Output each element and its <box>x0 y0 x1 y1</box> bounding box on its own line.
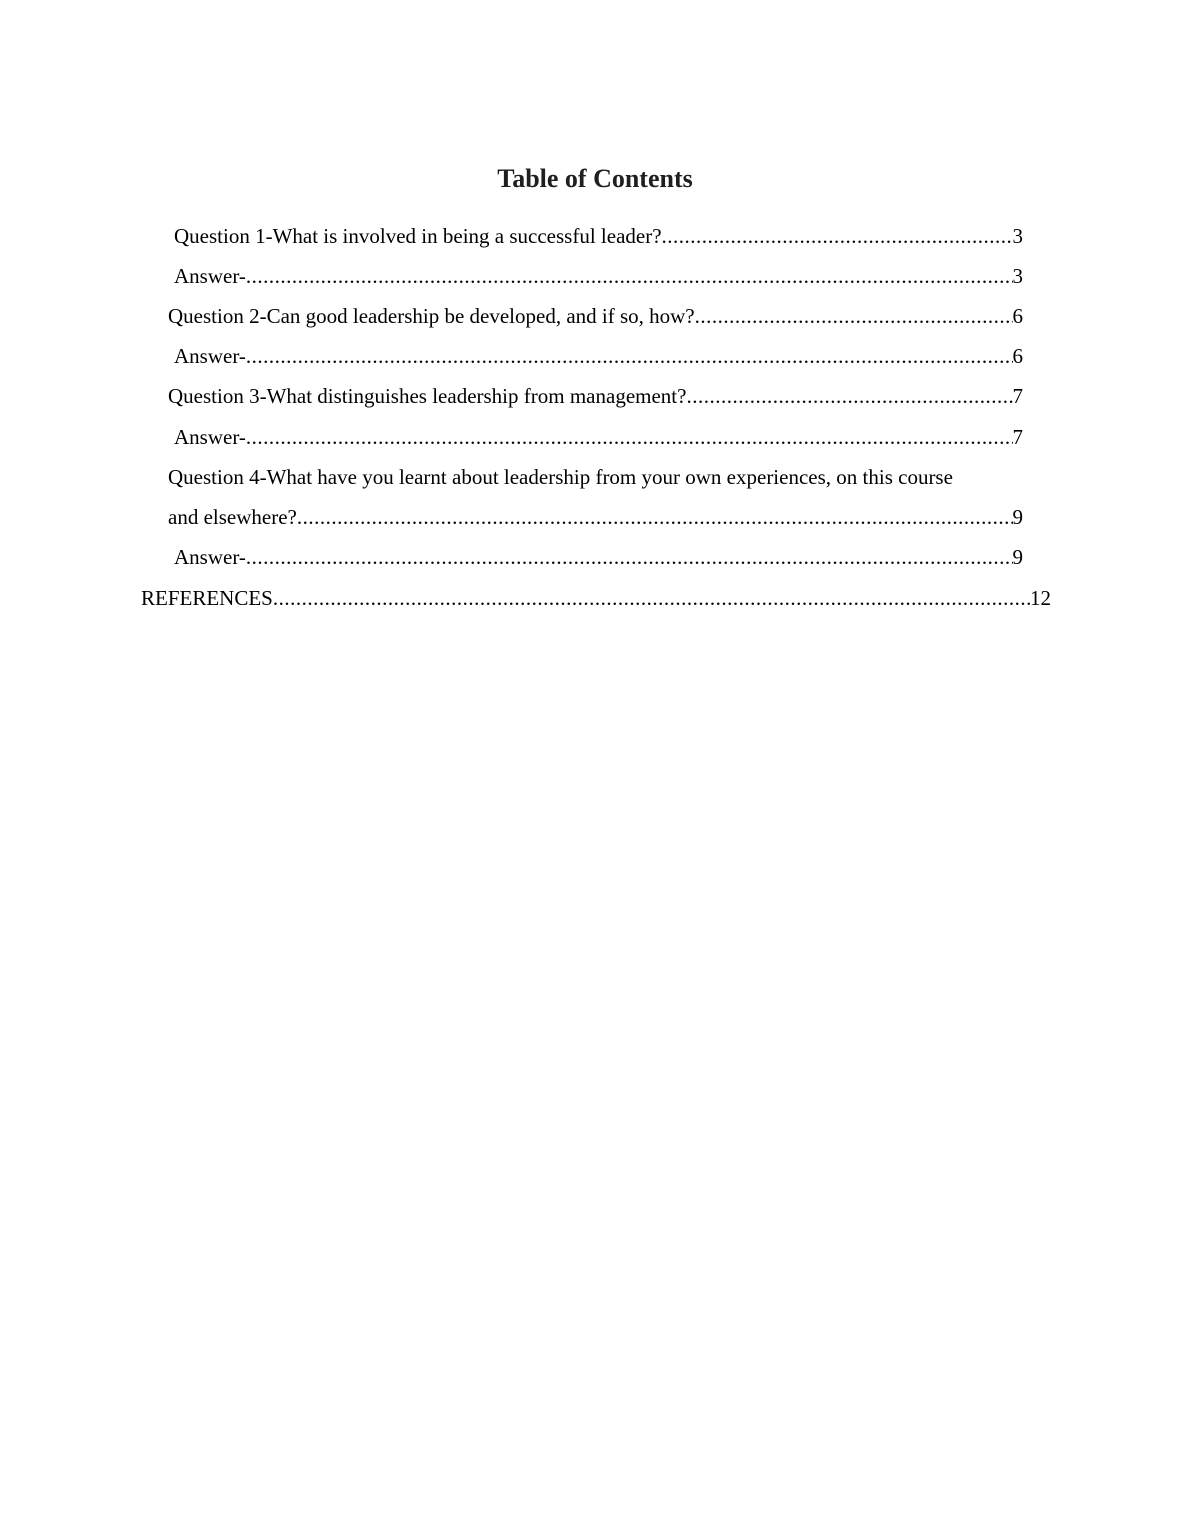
toc-entry-label: Answer- <box>174 425 246 449</box>
dot-leader <box>686 382 1012 410</box>
dot-leader <box>246 423 1013 451</box>
toc-entry-page: 9 <box>1012 545 1023 569</box>
toc-entry-question-4-line-1[interactable] <box>168 463 1050 491</box>
toc-entry-references[interactable] <box>141 584 1051 612</box>
toc-entry-answer-3[interactable] <box>174 423 1023 451</box>
toc-entry-page: 7 <box>1012 384 1023 408</box>
toc-entry-page: 9 <box>1012 505 1023 529</box>
toc-entry-question-2[interactable] <box>168 302 1023 330</box>
toc-entry-question-1[interactable] <box>174 222 1023 250</box>
toc-entry-label: Answer- <box>174 545 246 569</box>
toc-entry-label: Answer- <box>174 264 246 288</box>
dot-leader <box>273 584 1030 612</box>
toc-entry-page: 3 <box>1012 264 1023 288</box>
toc-entry-page: 7 <box>1012 425 1023 449</box>
toc-entry-page: 6 <box>1012 304 1023 328</box>
dot-leader <box>246 262 1013 290</box>
toc-entry-answer-4[interactable] <box>174 543 1023 571</box>
toc-entry-question-3[interactable] <box>168 382 1023 410</box>
toc-entry-label: Question 2-Can good leadership be developed, and if so, how? <box>168 304 695 328</box>
dot-leader <box>695 302 1013 330</box>
toc-title: Table of Contents <box>497 164 693 193</box>
dot-leader <box>662 222 1013 250</box>
dot-leader <box>246 342 1013 370</box>
toc-entry-answer-1[interactable] <box>174 262 1023 290</box>
toc-entry-label: Question 3-What distinguishes leadership from management? <box>168 384 687 408</box>
toc-entry-label: and elsewhere? <box>168 505 297 529</box>
toc-entry-label: REFERENCES <box>141 586 273 610</box>
dot-leader <box>297 503 1013 531</box>
toc-entry-label: Answer- <box>174 344 246 368</box>
toc-entry-page: 3 <box>1012 224 1023 248</box>
toc-entry-page: 6 <box>1012 344 1023 368</box>
toc-entry-page: 12 <box>1030 586 1051 610</box>
toc-entry-label-line-1: Question 4-What have you learnt about leadership from your own experiences, on this course <box>168 465 953 489</box>
toc-entry-answer-2[interactable] <box>174 342 1023 370</box>
dot-leader <box>246 543 1013 571</box>
toc-entry-question-4-line-2[interactable] <box>168 503 1023 531</box>
toc-entry-label: Question 1-What is involved in being a successful leader? <box>174 224 662 248</box>
